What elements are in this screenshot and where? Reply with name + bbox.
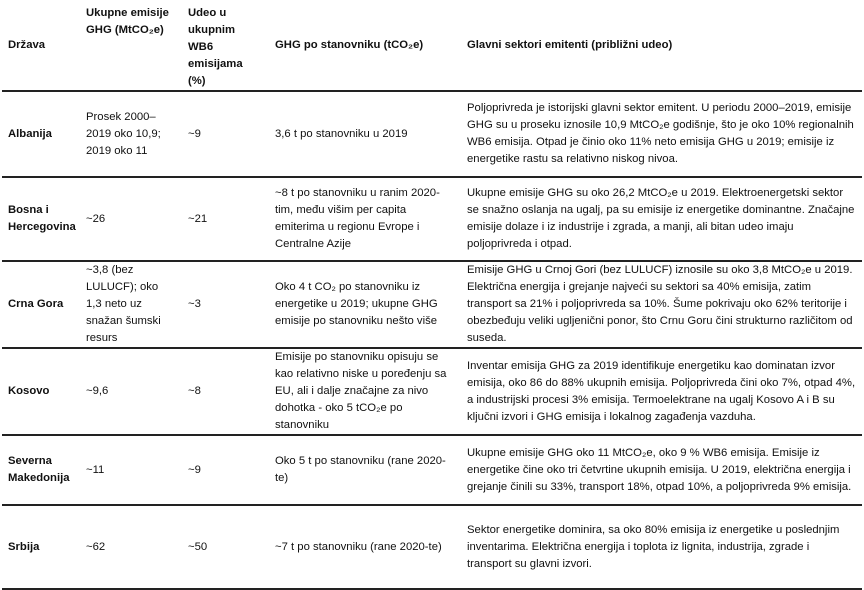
per-capita-cell: Oko 5 t po stanovniku (rane 2020-te): [269, 435, 461, 505]
total-emissions-cell: Prosek 2000–2019 oko 10,9; 2019 oko 11: [80, 91, 182, 177]
wb6-share-cell: ~21: [182, 177, 269, 261]
per-capita-cell: Oko 4 t CO₂ po stanovniku iz energetike u 2019; ukupne GHG emisije po stanovniku nešto više: [269, 261, 461, 348]
country-cell: Severna Makedonija: [2, 435, 80, 505]
per-capita-cell: ~8 t po stanovniku u ranim 2020-tim, među višim per capita emiterima u regionu Evrope i Centralne Azije: [269, 177, 461, 261]
header-total-emissions: Ukupne emisije GHG (MtCO₂e): [80, 0, 182, 91]
total-emissions-cell: ~11: [80, 435, 182, 505]
wb6-share-cell: ~9: [182, 435, 269, 505]
table-body: [2, 91, 862, 589]
main-sectors-cell: Poljoprivreda je istorijski glavni sektor emitent. U periodu 2000–2019, emisije GHG su u proseku iznosile 10,9 MtCO₂e godišnje, što je oko 10% regionalnih WB6 emisija. Otpad je činio oko 11% neto emisija GHG u 2019; emisije iz energetike rastu sa relativno niskog nivoa.: [461, 91, 862, 177]
main-sectors-cell: Sektor energetike dominira, sa oko 80% emisija iz energetike u poslednjim inventarima. Električna energija i toplota iz lignita, industrija, zgrade i transport su glavni izvori.: [461, 505, 862, 589]
wb6-share-cell: ~50: [182, 505, 269, 589]
table-row: [2, 177, 862, 261]
country-cell: Bosna i Hercegovina: [2, 177, 80, 261]
header-wb6-share: Udeo u ukupnim WB6 emisijama (%): [182, 0, 269, 91]
wb6-share-cell: ~8: [182, 348, 269, 435]
wb6-share-cell: ~9: [182, 91, 269, 177]
per-capita-cell: 3,6 t po stanovniku u 2019: [269, 91, 461, 177]
header-per-capita: GHG po stanovniku (tCO₂e): [269, 0, 461, 91]
main-sectors-cell: Ukupne emisije GHG oko 11 MtCO₂e, oko 9 % WB6 emisija. Emisije iz energetike čine oko tri četvrtine ukupnih emisija. U 2019, električna energija i grejanje činili su 33%, transport 18%, otpad 10%, a poljoprivreda 9% emisija.: [461, 435, 862, 505]
table-header: [2, 0, 862, 91]
total-emissions-cell: ~62: [80, 505, 182, 589]
per-capita-cell: Emisije po stanovniku opisuju se kao relativno niske u poređenju sa EU, ali i dalje značajne za nivo dohotka - oko 5 tCO₂e po stanovniku: [269, 348, 461, 435]
country-cell: Srbija: [2, 505, 80, 589]
table-row: [2, 91, 862, 177]
country-cell: Crna Gora: [2, 261, 80, 348]
table-row: [2, 435, 862, 505]
header-main-sectors: Glavni sektori emitenti (približni udeo): [461, 0, 862, 91]
header-row: [2, 0, 862, 91]
table-row: [2, 348, 862, 435]
main-sectors-cell: Inventar emisija GHG za 2019 identifikuje energetiku kao dominatan izvor emisija, oko 86 do 88% ukupnih emisija. Poljoprivreda čini oko 7%, otpad 4%, a industrijski procesi 3% emisija. Termoelektrane na ugalj Kosovo A i B su ključni izvori i GHG emisija i lokalnog zagađenja vazduha.: [461, 348, 862, 435]
total-emissions-cell: ~3,8 (bez LULUCF); oko 1,3 neto uz snažan šumski resurs: [80, 261, 182, 348]
total-emissions-cell: ~9,6: [80, 348, 182, 435]
country-cell: Albanija: [2, 91, 80, 177]
table-row: [2, 505, 862, 589]
main-sectors-cell: Emisije GHG u Crnoj Gori (bez LULUCF) iznosile su oko 3,8 MtCO₂e u 2019. Električna energija i grejanje najveći su sektori sa 40% emisija, zatim transport sa 21% i poljoprivreda sa 10%. Šume pokrivaju oko 62% teritorije i obezbeđuju veliki ugljenični ponor, što Crnu Goru čini strukturno različitom od suseda.: [461, 261, 862, 348]
wb6-share-cell: ~3: [182, 261, 269, 348]
main-sectors-cell: Ukupne emisije GHG su oko 26,2 MtCO₂e u 2019. Elektroenergetski sektor se snažno oslanja na ugalj, pa su emisije iz energetike dominantne. Značajne emisije dolaze i iz industrije i zgrada, a manji, ali bitan udeo imaju poljoprivreda i otpad.: [461, 177, 862, 261]
header-country: Država: [2, 0, 80, 91]
table-row: [2, 261, 862, 348]
per-capita-cell: ~7 t po stanovniku (rane 2020-te): [269, 505, 461, 589]
country-cell: Kosovo: [2, 348, 80, 435]
total-emissions-cell: ~26: [80, 177, 182, 261]
ghg-emissions-table: [2, 0, 862, 590]
